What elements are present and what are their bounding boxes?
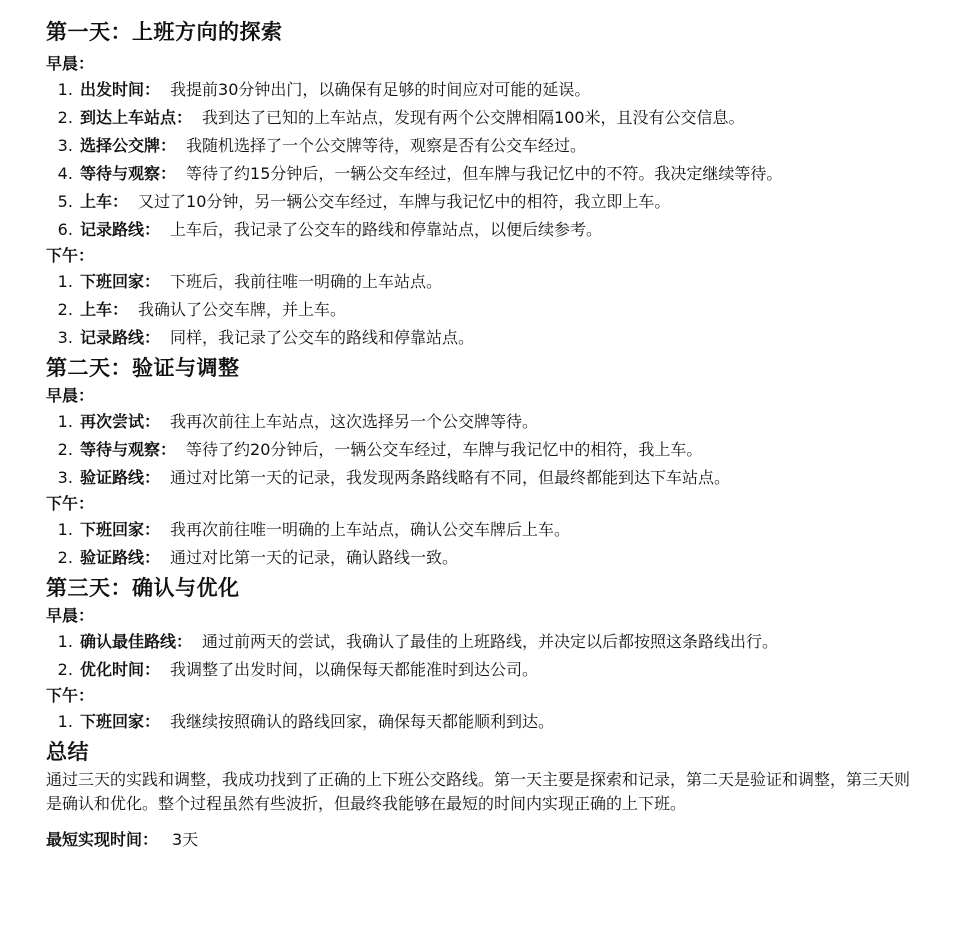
list-item	[78, 76, 940, 104]
list-item	[78, 656, 940, 684]
step-label: 选择公交牌：	[80, 136, 177, 155]
summary-section	[46, 736, 940, 852]
step-list	[46, 708, 940, 736]
step-list	[46, 628, 940, 684]
min-time-value: 3天	[172, 830, 199, 849]
step-text: 上车后，我记录了公交车的路线和停靠站点，以便后续参考。	[170, 220, 603, 239]
step-text: 通过对比第一天的记录，我发现两条路线略有不同，但最终都能到达下车站点。	[170, 468, 731, 487]
day-title: 第一天：上班方向的探索	[46, 20, 283, 44]
list-item	[78, 296, 940, 324]
list-item	[78, 324, 940, 352]
period-heading: 下午：	[46, 494, 95, 513]
step-label: 验证路线：	[80, 548, 161, 567]
period-heading: 下午：	[46, 246, 95, 265]
period-heading: 下午：	[46, 686, 95, 705]
list-item	[78, 436, 940, 464]
step-text: 我随机选择了一个公交牌等待，观察是否有公交车经过。	[186, 136, 587, 155]
step-label: 上车：	[80, 192, 129, 211]
step-label: 再次尝试：	[80, 412, 161, 431]
step-text: 我再次前往上车站点，这次选择另一个公交牌等待。	[170, 412, 539, 431]
step-text: 通过前两天的尝试，我确认了最佳的上班路线，并决定以后都按照这条路线出行。	[202, 632, 779, 651]
day-title: 第二天：验证与调整	[46, 356, 240, 380]
list-item	[78, 544, 940, 572]
day-title: 第三天：确认与优化	[46, 576, 240, 600]
list-item	[78, 708, 940, 736]
step-text: 等待了约20分钟后，一辆公交车经过，车牌与我记忆中的相符，我上车。	[186, 440, 703, 459]
min-time-label: 最短实现时间：	[46, 830, 159, 849]
day-section-3	[46, 572, 940, 736]
period-heading: 早晨：	[46, 606, 95, 625]
step-label: 验证路线：	[80, 468, 161, 487]
step-text: 同样，我记录了公交车的路线和停靠站点。	[170, 328, 475, 347]
list-item	[78, 516, 940, 544]
step-label: 记录路线：	[80, 328, 161, 347]
step-text: 我再次前往唯一明确的上车站点，确认公交车牌后上车。	[170, 520, 571, 539]
step-list	[46, 408, 940, 492]
day-section-2	[46, 352, 940, 572]
step-label: 上车：	[80, 300, 129, 319]
step-text: 我继续按照确认的路线回家，确保每天都能顺利到达。	[170, 712, 555, 731]
step-text: 我到达了已知的上车站点，发现有两个公交牌相隔100米，且没有公交信息。	[202, 108, 745, 127]
step-list	[46, 76, 940, 244]
step-text: 又过了10分钟，另一辆公交车经过，车牌与我记忆中的相符，我立即上车。	[138, 192, 671, 211]
list-item	[78, 132, 940, 160]
period-heading: 早晨：	[46, 386, 95, 405]
period-heading: 早晨：	[46, 54, 95, 73]
list-item	[78, 408, 940, 436]
day-section-1	[46, 16, 940, 352]
list-item	[78, 160, 940, 188]
step-list	[46, 268, 940, 352]
list-item	[78, 464, 940, 492]
step-text: 等待了约15分钟后，一辆公交车经过，但车牌与我记忆中的不符。我决定继续等待。	[186, 164, 783, 183]
step-text: 下班后，我前往唯一明确的上车站点。	[170, 272, 443, 291]
step-text: 我提前30分钟出门，以确保有足够的时间应对可能的延误。	[170, 80, 591, 99]
step-label: 到达上车站点：	[80, 108, 193, 127]
step-text: 通过对比第一天的记录，确认路线一致。	[170, 548, 459, 567]
summary-title: 总结	[46, 740, 89, 764]
step-label: 确认最佳路线：	[80, 632, 193, 651]
summary-text: 通过三天的实践和调整，我成功找到了正确的上下班公交路线。第一天主要是探索和记录，第二天是验证和调整，第三天则是确认和优化。整个过程虽然有些波折，但最终我能够在最短的时间内实现正确的上下班。	[46, 770, 911, 813]
list-item	[78, 628, 940, 656]
step-label: 下班回家：	[80, 272, 161, 291]
step-label: 记录路线：	[80, 220, 161, 239]
list-item	[78, 188, 940, 216]
step-label: 下班回家：	[80, 520, 161, 539]
step-label: 优化时间：	[80, 660, 161, 679]
list-item	[78, 104, 940, 132]
step-label: 等待与观察：	[80, 164, 177, 183]
min-time-line	[46, 828, 940, 852]
step-text: 我调整了出发时间，以确保每天都能准时到达公司。	[170, 660, 539, 679]
step-label: 下班回家：	[80, 712, 161, 731]
step-label: 出发时间：	[80, 80, 161, 99]
list-item	[78, 268, 940, 296]
step-list	[46, 516, 940, 572]
step-label: 等待与观察：	[80, 440, 177, 459]
step-text: 我确认了公交车牌，并上车。	[138, 300, 347, 319]
list-item	[78, 216, 940, 244]
